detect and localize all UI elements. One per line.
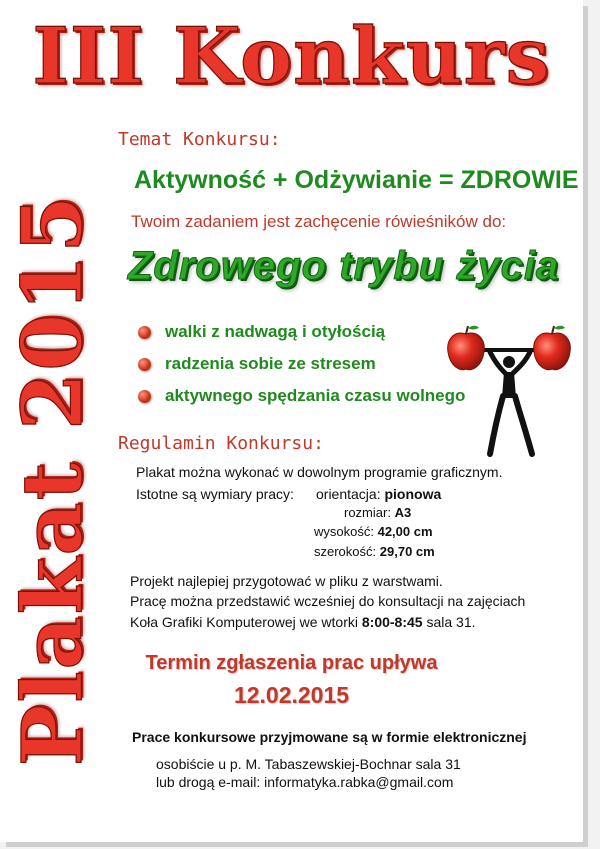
dimension-width	[314, 544, 435, 559]
topic-heading: Temat Konkursu:	[118, 129, 281, 150]
submission-email: lub drogą e-mail: informatyka.rabka@gmail.com	[156, 774, 454, 790]
poster-shadow-bottom	[6, 842, 588, 847]
rules-paragraph-3	[130, 614, 476, 630]
bullet-text: aktywnego spędzania czasu wolnego	[165, 386, 466, 405]
dimensions-intro: Istotne są wymiary pracy:	[136, 486, 294, 502]
task-text: Twoim zadaniem jest zachęcenie rówieśników do:	[131, 212, 507, 231]
red-ball-bullet-icon	[138, 390, 151, 403]
submission-electronic: Prace konkursowe przyjmowane są w formie elektronicznej	[132, 729, 527, 745]
dimension-label: szerokość:	[314, 544, 377, 559]
red-ball-bullet-icon	[138, 326, 151, 339]
poster-shadow-right	[583, 6, 588, 847]
bullet-text: radzenia sobie ze stresem	[165, 354, 376, 373]
dimension-value: pionowa	[384, 486, 442, 502]
dimension-value: 42,00 cm	[377, 524, 433, 539]
consultation-time: 8:00-8:45	[361, 614, 423, 630]
side-title: Plakat 2015	[5, 193, 101, 767]
rules-paragraph-3-post: sala 31.	[422, 614, 476, 630]
dimension-label: orientacja:	[316, 486, 381, 502]
weightlifter-apples-icon	[446, 322, 574, 458]
list-item	[138, 316, 465, 348]
dimension-height	[314, 524, 433, 539]
rules-paragraph-1: Projekt najlepiej przygotować w pliku z warstwami.	[130, 573, 443, 589]
rules-paragraph-2: Pracę można przedstawić wcześniej do konsultacji na zajęciach	[130, 593, 526, 609]
deadline-date: 12.02.2015	[233, 682, 350, 708]
list-item	[138, 380, 465, 412]
deadline-text: Termin zgłaszenia prac upływa	[145, 652, 438, 674]
main-title: III Konkurs	[0, 18, 583, 96]
submission-in-person: osobiście u p. M. Tabaszewskiej-Bochnar sala 31	[156, 756, 461, 772]
dimension-value: 29,70 cm	[379, 544, 435, 559]
dimension-orientation	[316, 486, 441, 502]
list-item	[138, 348, 465, 380]
rules-heading: Regulamin Konkursu:	[118, 433, 324, 454]
rules-paragraph-3-pre: Koła Grafiki Komputerowej we wtorki	[130, 614, 362, 630]
dimension-label: rozmiar:	[344, 505, 391, 520]
rules-line-1: Plakat można wykonać w dowolnym programie graficznym.	[136, 464, 503, 480]
dimension-label: wysokość:	[314, 524, 374, 539]
topic-title: Aktywność + Odżywianie = ZDROWIE	[134, 166, 579, 194]
dimension-size	[344, 505, 411, 520]
bullet-list	[138, 316, 465, 412]
bullet-text: walki z nadwagą i otyłością	[165, 322, 386, 341]
red-ball-bullet-icon	[138, 358, 151, 371]
dimension-value: A3	[394, 505, 412, 520]
healthy-headline: Zdrowego trybu życia	[128, 244, 560, 288]
